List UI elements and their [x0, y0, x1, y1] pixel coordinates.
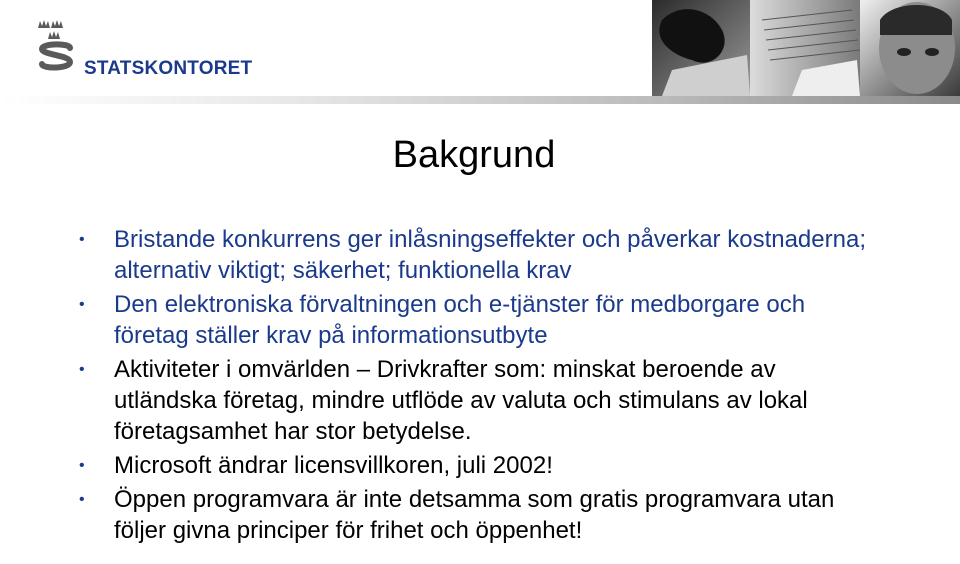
three-crowns-s-emblem-icon — [36, 18, 76, 80]
header-divider — [0, 96, 960, 104]
bullet-icon: • — [79, 296, 85, 313]
list-item — [79, 484, 869, 546]
list-item — [79, 354, 869, 447]
list-item — [79, 450, 869, 481]
bullet-text: Öppen programvara är inte detsamma som gratis programvara utan följer givna principer för frihet och öppenhet! — [114, 486, 835, 544]
bullet-icon: • — [79, 457, 85, 474]
bullet-icon: • — [79, 361, 85, 378]
list-item — [79, 224, 869, 286]
bullet-text: Bristande konkurrens ger inlåsningseffekter och påverkar kostnaderna; alternativ viktigt; säkerhet; funktionella krav — [114, 226, 866, 284]
bullet-text: Den elektroniska förvaltningen och e-tjänster för medborgare och företag ställer krav på informationsutbyte — [114, 291, 806, 349]
photo-collage — [652, 0, 960, 96]
bullet-icon: • — [79, 231, 85, 248]
bullet-text: Aktiviteter i omvärlden – Drivkrafter som: minskat beroende av utländska företag, mindre utflöde av valuta och stimulans av lokal företagsamhet har stor betydelse. — [114, 356, 808, 445]
statskontoret-logo — [36, 18, 266, 88]
logo-name: STATSKONTORET — [84, 58, 253, 79]
bullet-list — [79, 224, 869, 549]
list-item — [79, 289, 869, 351]
page-title: Bakgrund — [392, 134, 556, 176]
bullet-text: Microsoft ändrar licensvillkoren, juli 2002! — [114, 452, 553, 479]
bullet-icon: • — [79, 491, 85, 508]
